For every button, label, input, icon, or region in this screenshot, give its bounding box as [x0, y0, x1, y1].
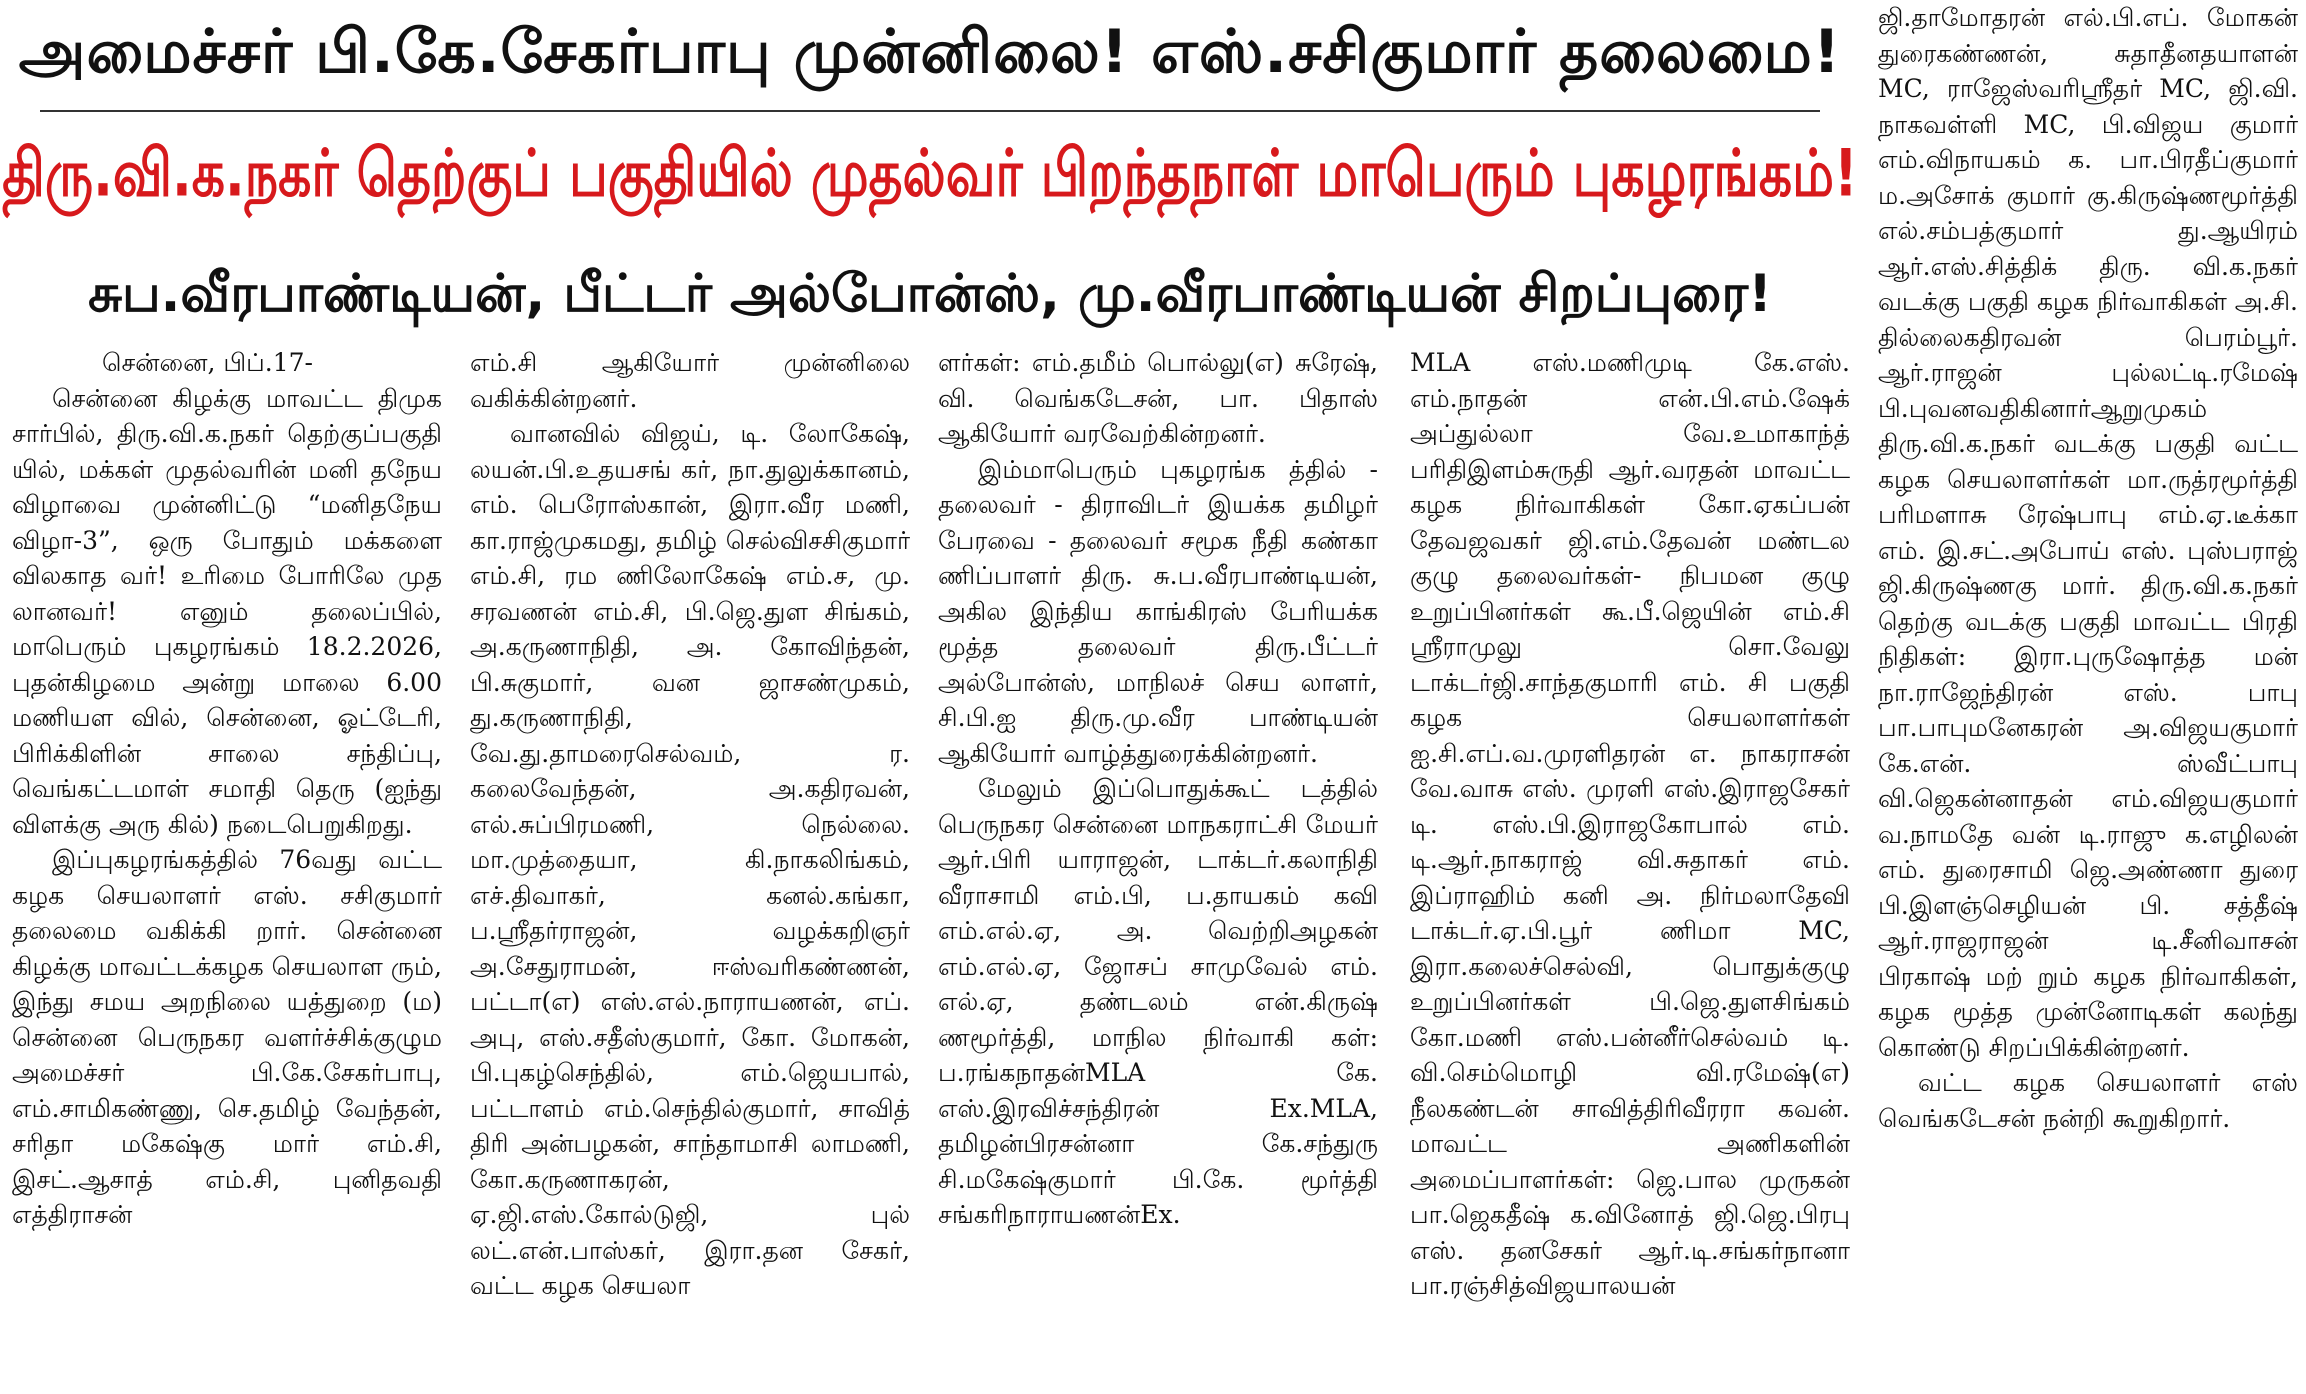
headline-area: [0, 0, 1860, 345]
article-column-4: [1410, 345, 1850, 1394]
paragraph: ளர்கள்: எம்.தமீம் பொல்லு(எ) சுரேஷ், வி. வெங்கடேசன், பா. பிதாஸ் ஆகியோர் வரவேற்கின்றனர்.: [938, 348, 1378, 448]
dateline: சென்னை, பிப்.17-: [102, 348, 313, 377]
paragraph: வானவில் விஜய், டி. லோகேஷ், லயன்.பி.உதயசங் கர், நா.துலுக்கானம், எம். பெரோஸ்கான், இரா.வீர மணி, கா.ராஜ்முகமது, தமிழ் செல்விசசிகுமார் எம்.சி, ரம ணிலோகேஷ் எம்.ச, மு. சரவணன் எம்.சி, பி.ஜெ.துள சிங்கம், அ.கருணாநிதி, அ. கோவிந்தன், பி.சுகுமார், வன ஜாசண்முகம், து.கருணாநிதி, வே.து.தாமரைசெல்வம், ர. கலைவேந்தன், அ.கதிரவன், எல்.சுப்பிரமணி, நெல்லை. மா.முத்தையா, கி.நாகலிங்கம், எச்.திவாகர், கனல்.கங்கா, ப.ஸ்ரீதர்ராஜன், வழக்கறிஞர் அ.சேதுராமன், ஈஸ்வரிகண்ணன், பட்டா(எ) எஸ்.எல்.நாராயணன், எப். அபு, எஸ்.சதீஸ்குமார், கோ. மோகன், பி.புகழ்செந்தில், எம்.ஜெயபால், பட்டாளம் எம்.செந்தில்குமார், சாவித் திரி அன்பழகன், சாந்தாமாசி லாமணி, கோ.கருணாகரன், ஏ.ஜி.எஸ்.கோல்டுஜி, புல் லட்.என்.பாஸ்கர், இரா.தன சேகர், வட்ட கழக செயலா: [470, 419, 910, 1300]
kicker-headline: அமைச்சர் பி.கே.சேகர்பாபு முன்னிலை! எஸ்.சசிகுமார் தலைமை!: [18, 17, 1842, 87]
paragraph: ஜி.தாமோதரன் எல்.பி.எப். மோகன் துரைகண்ணன், சுதாதீனதயாளன் MC, ராஜேஸ்வரிஸ்ரீதர் MC, ஜி.வி. நாகவள்ளி MC, பி.விஜய குமார் எம்.விநாயகம் க. பா.பிரதீப்குமார் ம.அசோக் குமார் கு.கிருஷ்ணமூர்த்தி எல்.சம்பத்குமார் து.ஆயிரம் ஆர்.எஸ்.சித்திக் திரு. வி.க.நகர் வடக்கு பகுதி கழக நிர்வாகிகள் அ.சி. தில்லைகதிரவன் பெரம்பூர். ஆர்.ராஜன் புல்லட்டி.ரமேஷ் பி.புவனவதிகினார்ஆறுமுகம் திரு.வி.க.நகர் வடக்கு பகுதி வட்ட கழக செயலாளர்கள் மா.ருத்ரமூர்த்தி பரிமளாசு ரேஷ்பாபு எம்.ஏ.டீக்கா எம். இ.சட்.அபோய் எஸ். புஸ்பராஜ் ஜி.கிருஷ்ணகு மார். திரு.வி.க.நகர் தெற்கு வடக்கு பகுதி மாவட்ட பிரதி நிதிகள்: இரா.புருஷோத்த மன் நா.ராஜேந்திரன் எஸ். பாபு பா.பாபுமனேகரன் அ.விஜயகுமார் கே.என். ஸ்வீட்பாபு வி.ஜெகன்னாதன் எம்.விஜயகுமார் வ.நாமதே வன் டி.ராஜு க.எழிலன் எம். துரைசாமி ஜெ.அண்ணா துரை பி.இளஞ்செழியன் பி. சத்தீஷ் ஆர்.ராஜராஜன் டி.சீனிவாசன் பிரகாஷ் மற் றும் கழக நிர்வாகிகள், கழக மூத்த முன்னோடிகள் கலந்து கொண்டு சிறப்பிக்கின்றனர்.: [1878, 3, 2298, 1062]
paragraph: இம்மாபெரும் புகழரங்க த்தில் - தலைவர் - திராவிடர் இயக்க தமிழர் பேரவை - தலைவர் சமூக நீதி கண்கா ணிப்பாளர் திரு. சு.ப.வீரபாண்டியன், அகில இந்திய காங்கிரஸ் பேரியக்க மூத்த தலைவர் திரு.பீட்டர் அல்போன்ஸ், மாநிலச் செய லாளர், சி.பி.ஐ திரு.மு.வீர பாண்டியன் ஆகியோர் வாழ்த்துரைக்கின்றனர்.: [938, 454, 1378, 768]
article-column-1: [12, 345, 442, 1394]
main-headline: திரு.வி.க.நகர் தெற்குப் பகுதியில் முதல்வர் பிறந்தநாள் மாபெரும் புகழரங்கம்!: [2, 136, 1858, 212]
paragraph: வட்ட கழக செயலாளர் எஸ் வெங்கடேசன் நன்றி கூறுகிறார்.: [1878, 1068, 2298, 1133]
article-column-5: [1878, 0, 2298, 1394]
paragraph: MLA எஸ்.மணிமுடி கே.எஸ். எம்.நாதன் என்.பி.எம்.ஷேக் அப்துல்லா வே.உமாகாந்த் பரிதிஇளம்சுருதி ஆர்.வரதன் மாவட்ட கழக நிர்வாகிகள் கோ.ஏகப்பன் தேவஜவகர் ஜி.எம்.தேவன் மண்டல குழு தலைவர்கள்- நிபமன குழு உறுப்பினர்கள் கூ.பீ.ஜெயின் எம்.சி ஸ்ரீராமுலு சொ.வேலு டாக்டர்ஜி.சாந்தகுமாரி எம். சி பகுதி கழக செயலாளர்கள் ஐ.சி.எப்.வ.முரளிதரன் எ. நாகராசன் வே.வாசு எஸ். முரளி எஸ்.இராஜசேகர் டி. எஸ்.பி.இராஜகோபால் எம். டி.ஆர்.நாகராஜ் வி.சுதாகர் எம். இப்ராஹிம் கனி அ. நிர்மலாதேவி டாக்டர்.ஏ.பி.பூர் ணிமா MC, இரா.கலைச்செல்வி, பொதுக்குழு உறுப்பினர்கள் பி.ஜெ.துளசிங்கம் கோ.மணி எஸ்.பன்னீர்செல்வம் டி. வி.செம்மொழி வி.ரமேஷ்(எ) நீலகண்டன் சாவித்திரிவீரரா கவன். மாவட்ட அணிகளின் அமைப்பாளர்கள்: ஜெ.பால முருகன் பா.ஜெகதீஷ் க.வினோத் ஜி.ஜெ.பிரபு எஸ். தனசேகர் ஆர்.டி.சங்கர்நானா பா.ரஞ்சித்விஜயாலயன்: [1410, 348, 1850, 1300]
subheadline: சுப.வீரபாண்டியன், பீட்டர் அல்போன்ஸ், மு.வீரபாண்டியன் சிறப்புரை!: [88, 264, 1772, 324]
article-column-2: [470, 345, 910, 1394]
article-column-3: [938, 345, 1378, 1394]
paragraph: சென்னை கிழக்கு மாவட்ட திமுக சார்பில், திரு.வி.க.நகர் தெற்குப்பகுதி யில், மக்கள் முதல்வரின் மனி தநேய விழாவை முன்னிட்டு “மனிதநேய விழா-3”, ஒரு போதும் மக்களை விலகாத வர்! உரிமை போரிலே முத லானவர்! எனும் தலைப்பில், மாபெரும் புகழரங்கம் 18.2.2026, புதன்கிழமை அன்று மாலை 6.00 மணியள வில், சென்னை, ஓட்டேரி, பிரிக்கிளின் சாலை சந்திப்பு, வெங்கட்டமாள் சமாதி தெரு (ஐந்து விளக்கு அரு கில்) நடைபெறுகிறது.: [12, 383, 442, 839]
paragraph: எம்.சி ஆகியோர் முன்னிலை வகிக்கின்றனர்.: [470, 348, 910, 413]
paragraph: மேலும் இப்பொதுக்கூட் டத்தில் பெருநகர சென்னை மாநகராட்சி மேயர் ஆர்.பிரி யாராஜன், டாக்டர்.கலாநிதி வீராசாமி எம்.பி, ப.தாயகம் கவி எம்.எல்.ஏ, அ. வெற்றிஅழகன் எம்.எல்.ஏ, ஜோசப் சாமுவேல் எம். எல்.ஏ, தண்டலம் என்.கிருஷ் ணமூர்த்தி, மாநில நிர்வாகி கள்: ப.ரங்கநாதன்MLA கே. எஸ்.இரவிச்சந்திரன் Ex.MLA, தமிழன்பிரசன்னா கே.சந்துரு சி.மகேஷ்குமார் பி.கே. மூர்த்தி சங்கரிநாராயணன்Ex.: [938, 774, 1378, 1229]
paragraph: இப்புகழரங்கத்தில் 76வது வட்ட கழக செயலாளர் எஸ். சசிகுமார் தலைமை வகிக்கி றார். சென்னை கிழக்கு மாவட்டக்கழக செயலாள ரும், இந்து சமய அறநிலை யத்துறை (ம) சென்னை பெருநகர வளர்ச்சிக்குழும அமைச்சர் பி.கே.சேகர்பாபு, எம்.சாமிகண்ணு, செ.தமிழ் வேந்தன், சரிதா மகேஷ்கு மார் எம்.சி, இசட்.ஆசாத் எம்.சி, புனிதவதி எத்திராசன்: [12, 845, 442, 1229]
